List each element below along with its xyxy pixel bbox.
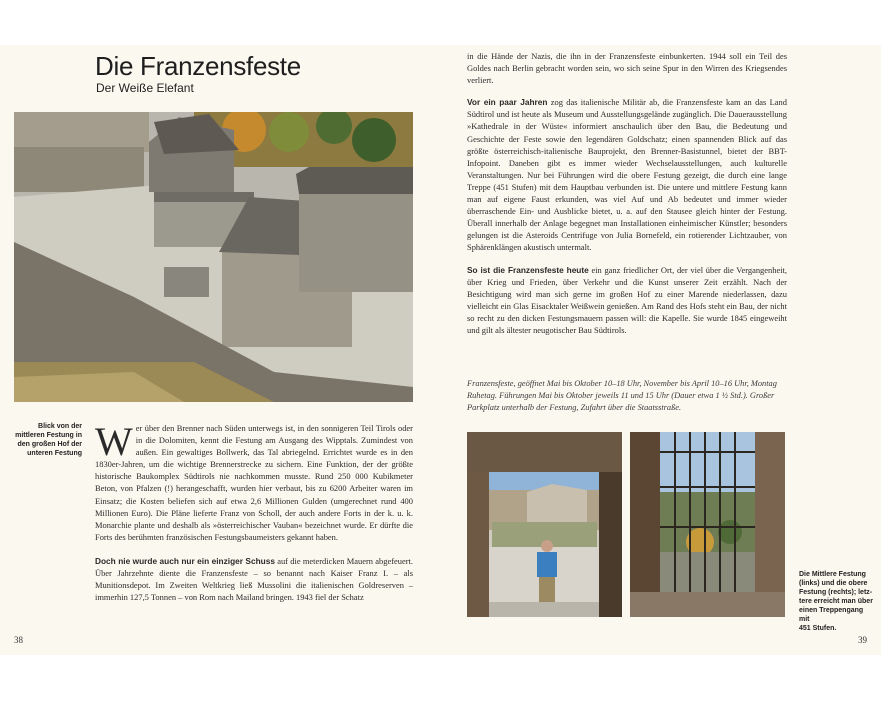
upper-fortress-photo (630, 432, 785, 617)
page-subtitle: Der Weiße Elefant (96, 81, 194, 95)
opening-hours-info: Franzensfeste, geöffnet Mai bis Oktober 10–18 Uhr, November bis April 10–16 Uhr, Montag Ruhetag. Führungen Mai bis Oktober jeweils 11 und 15 Uhr (Dauer etwa 1 ½ Std.). Großer Parkplatz unterhalb der Festung, Zufahrt über die Staatsstraße. (467, 379, 777, 413)
left-body-text (95, 419, 413, 603)
paragraph: So ist die Franzensfeste heute ein ganz friedlicher Ort, der viel über die Vergangenheit, über Krieg und Frieden, über Verkehr und die Kunst unserer Zeit erzählt. Nach der Besichtigung wird man sich gerne im großen Hof zu einer Marende niederlassen, dazu vielleicht ein Glas Eisacktaler Weißwein genießen. Am Rand des Hofs steht ein Bau, der nicht so recht zu den dicken Festungsmauern passen will: die Kapelle. Sie wurde 1845 eingeweiht und gilt als ältester neugotischer Bau Südtirols. (467, 264, 787, 335)
drop-cap: W (95, 419, 133, 464)
book-spread (0, 45, 881, 655)
photo-caption-right: Die Mittlere Festung (links) und die obere Festung (rechts); letz- tere erreicht man über einen Treppengang mit 451 Stufen. (799, 571, 873, 632)
page-number-left: 38 (14, 635, 23, 645)
right-body-text (467, 50, 787, 336)
middle-fortress-photo (467, 432, 622, 617)
paragraph: in die Hände der Nazis, die ihn in der Franzensfeste einbunkerten. 1944 soll ein Teil des Goldes nach Berlin gebracht worden sein, wo sich seine Spur in den Wirren des Kriegsendes verliert. (467, 51, 787, 86)
paragraph: Wer über den Brenner nach Süden unterwegs ist, in den sonnigeren Teil Tirols oder in die Dolomiten, kennt die Festung am Ausgang des Wipptals. Zumindest von außen. Ein gewaltiges Bollwerk, das Tal abriegelnd. Errichtet wurde es in den 1830er-Jahren, um die wichtige Brennerstrecke zu sichern. Eine Funktion, der der größte historische Baukomplex Südtirols nie nachkommen musste. Rund 250 000 Kubikmeter Beton, von Pfalzen (!) herangeschafft, wurden hier verbaut, bis zu 6200 Arbeiter waren im Einsatz; die Kosten beliefen sich auf etwa 2,6 Millionen Gulden (umgerechnet rund 400 Millionen Euro). Die Pläne lieferte Franz von Scholl, der auch andere Forts in der k. u. k. Monarchie plante und deshalb als »österreichischer Vauban« bezeichnet wurde. Er dürfte die Forts des berühmten französischen Festungsbaumeisters gekannt haben. (95, 419, 413, 542)
paragraph: Vor ein paar Jahren zog das italienische Militär ab, die Franzensfeste kam an das Land Südtirol und ist heute als Museum und Ausstellungsgelände zugänglich. Die Dauerausstellung »Kathedrale in der Wüste« informiert anschaulich über den Bau, die Bedeutung und Geschichte der Feste sowie den legendären Goldschatz; einen spannenden Blick auf das größte österreichisch-italienische Bauprojekt, den Brenner-Basistunnel, bietet der BBT-Infopoint. Daneben gibt es immer wieder Wechselausstellungen, auch kulturelle Veranstaltungen. Nur bei Führungen wird die obere Festung gezeigt, die durch eine lange Treppe (451 Stufen) mit dem Hauptbau verbunden ist. Die untere und mittlere Festung kann man auf eigene Faust erkunden, was viel Auf und Ab bedeutet und immer wieder überraschende Ein- und Ausblicke bietet, u. a. auf den Stausee gleich hinter der Festung. Überall innerhalb der Anlage begegnet man Installationen einheimischer Künstler; besonders gelungen ist die Asteroids Centrifuge von Julia Bornefeld, ein rotierender Lichtzauber, von Sphärenklängen akustisch untermalt. (467, 97, 787, 253)
paragraph: Doch nie wurde auch nur ein einziger Schuss auf die meterdicken Mauern abgefeuert. Über Jahrzehnte diente die Franzensfeste – so benannt nach Kaiser Franz I. – als Munitionsdepot. Im Zweiten Weltkrieg ließ Mussolini die italienischen Goldreserven – immerhin 127,5 Tonnen – von Rom nach Mailand bringen. 1943 fiel der Schatz (95, 555, 413, 603)
page-title: Die Franzensfeste (95, 51, 301, 81)
page-number-right: 39 (858, 635, 867, 645)
photo-caption-left: Blick von der mittleren Festung in den großen Hof der unteren Festung (15, 423, 82, 457)
fortress-courtyard-photo (14, 112, 413, 402)
